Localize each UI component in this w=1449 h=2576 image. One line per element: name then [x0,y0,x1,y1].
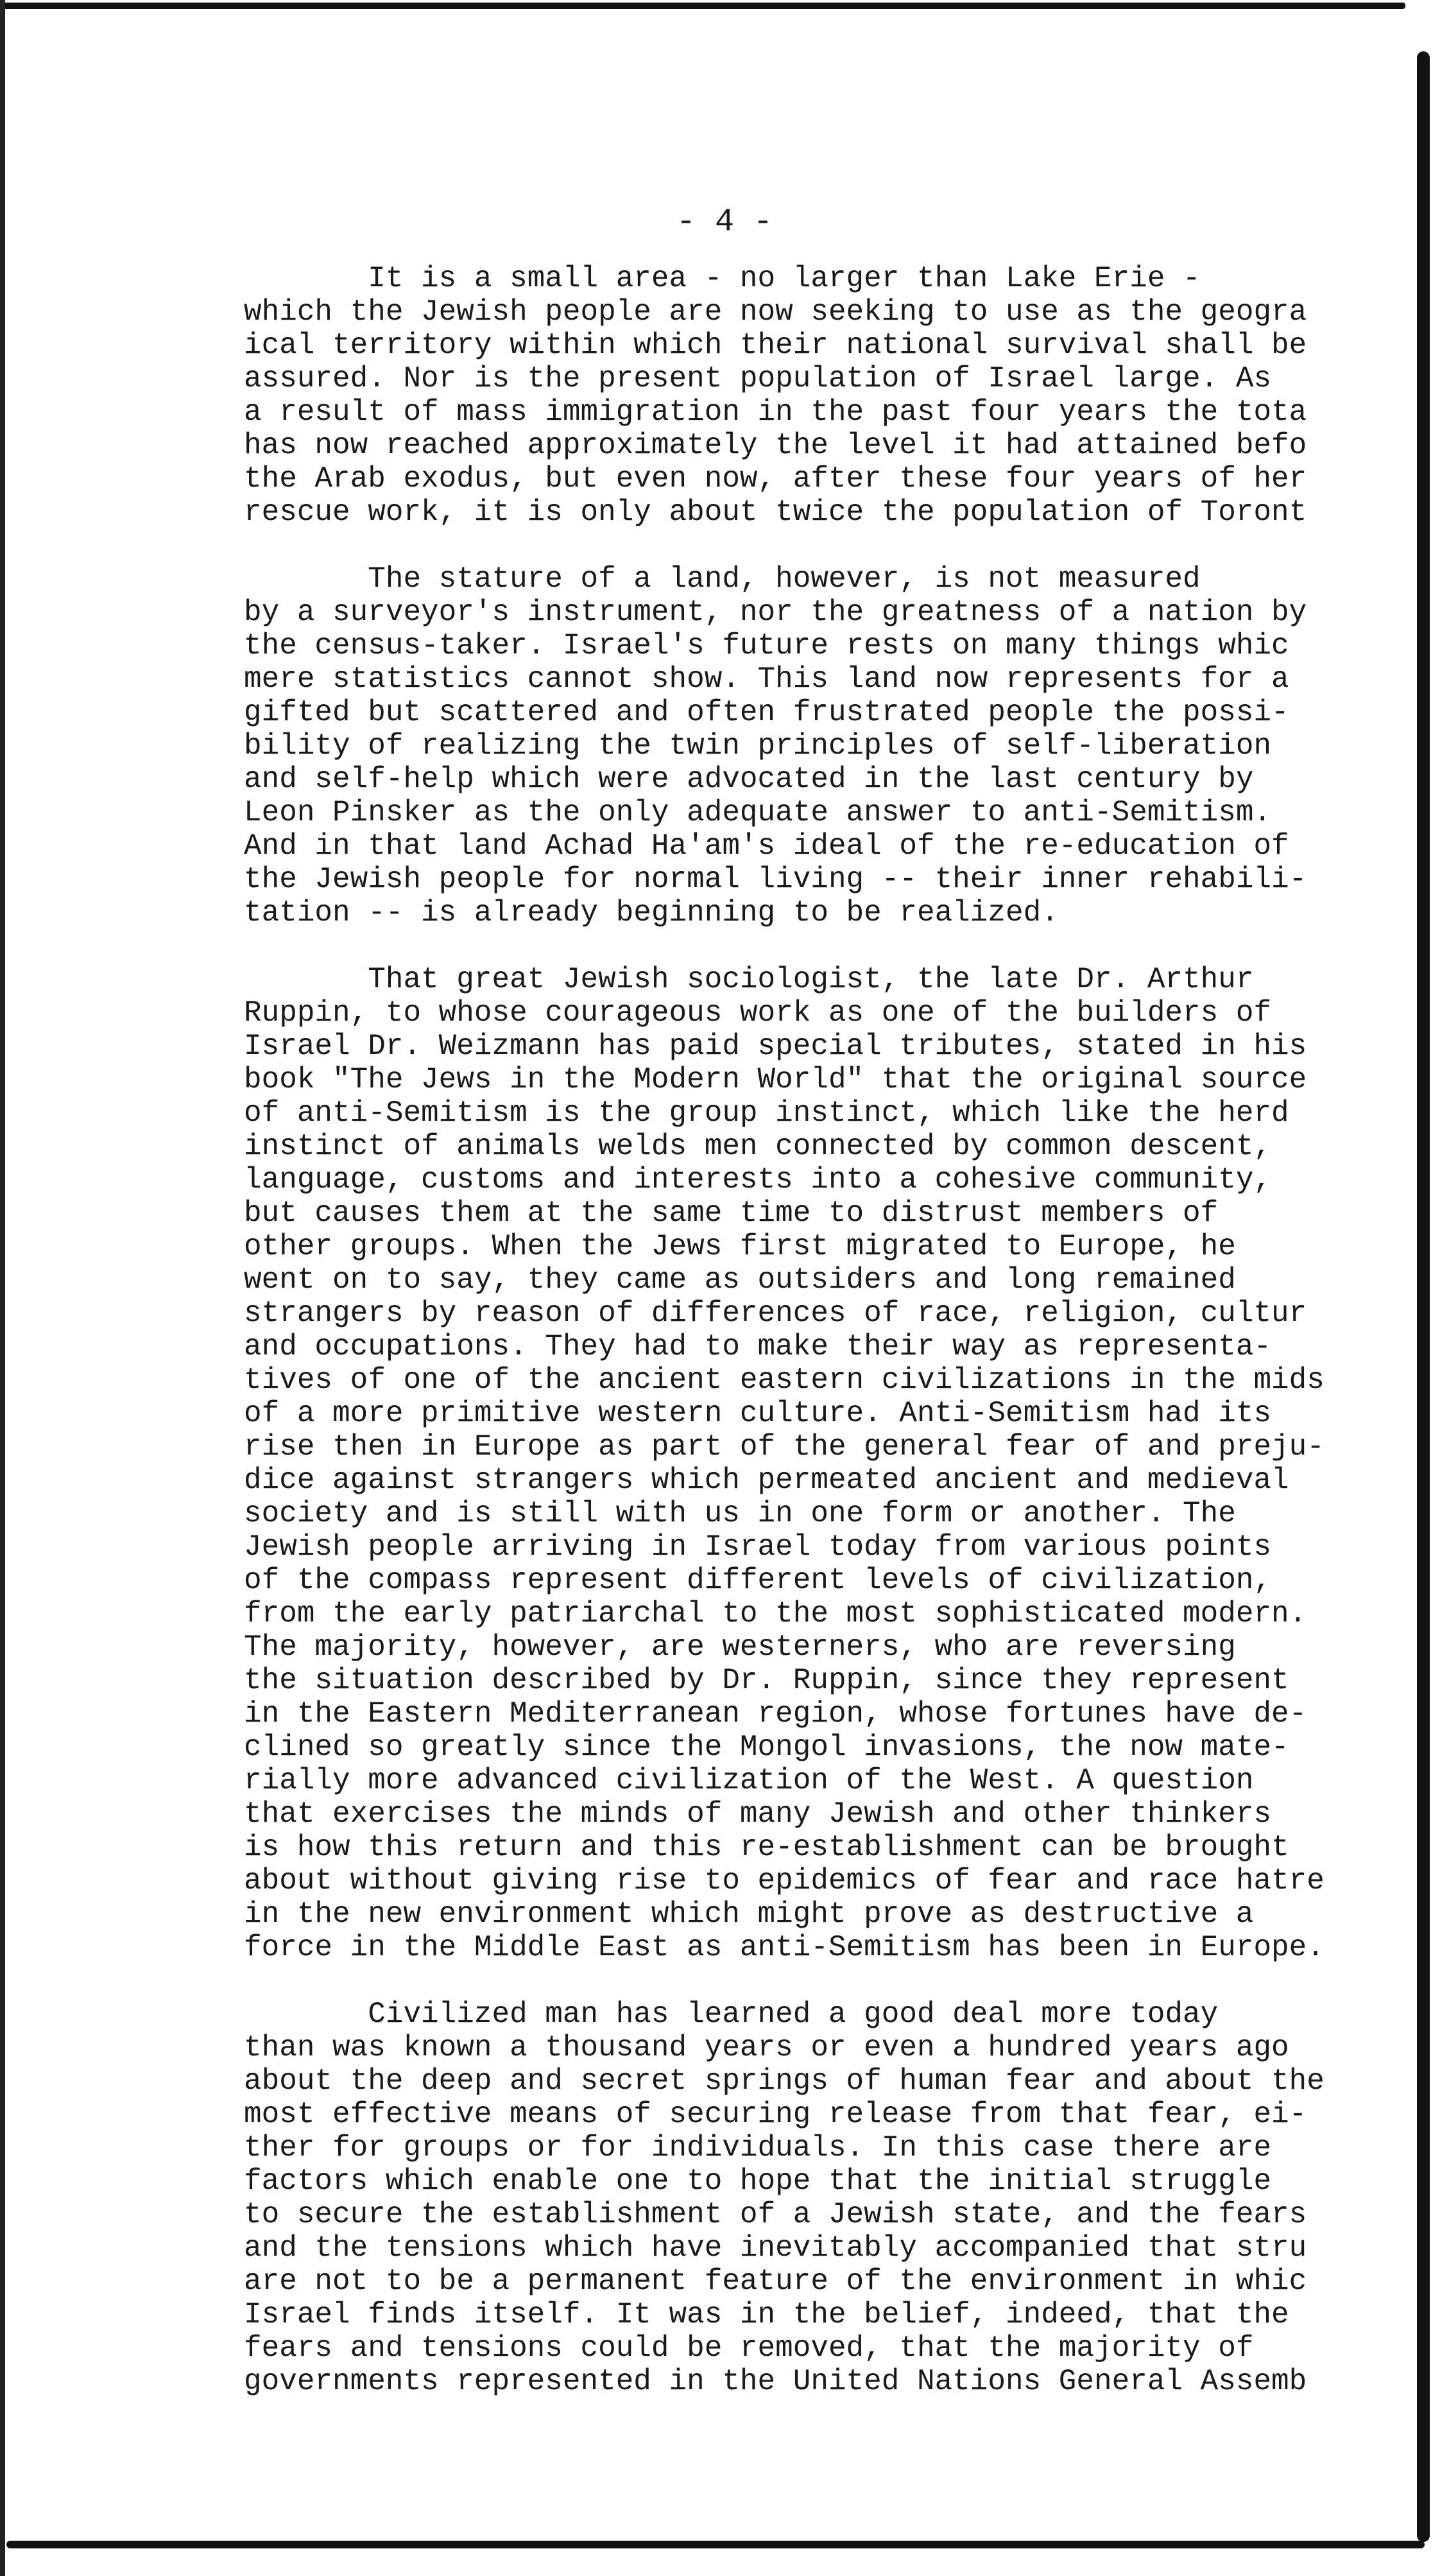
text-line: the Arab exodus, but even now, after these four years of her [244,462,1307,496]
text-line: of anti-Semitism is the group instinct, which like the herd [244,1096,1289,1130]
text-line: The majority, however, are westerners, who are reversing [244,1630,1236,1664]
text-line: Israel finds itself. It was in the belief, indeed, that the [244,2298,1289,2331]
text-line: the census-taker. Israel's future rests on many things whic [244,629,1289,662]
paragraph [244,1998,1418,2398]
text-line: the Jewish people for normal living -- their inner rehabili- [244,863,1307,896]
text-line: most effective means of securing release from that fear, ei- [244,2098,1307,2131]
paragraph [244,562,1418,929]
text-line: mere statistics cannot show. This land now represents for a [244,662,1289,696]
text-line: which the Jewish people are now seeking to use as the geogra [244,295,1307,329]
text-line: has now reached approximately the level it had attained befo [244,429,1307,462]
text-line: a result of mass immigration in the past four years the tota [244,395,1307,429]
text-line: Civilized man has learned a good deal more today [244,1998,1219,2031]
text-line: to secure the establishment of a Jewish state, and the fears [244,2198,1307,2231]
text-line: and the tensions which have inevitably accompanied that stru [244,2231,1307,2265]
text-line: the situation described by Dr. Ruppin, since they represent [244,1664,1289,1697]
text-line: society and is still with us in one form or another. The [244,1497,1236,1530]
text-line: Ruppin, to whose courageous work as one of the builders of [244,996,1272,1030]
text-line: went on to say, they came as outsiders and long remained [244,1263,1236,1297]
right-border [1417,51,1430,2542]
text-line: That great Jewish sociologist, the late Dr. Arthur [244,963,1254,996]
text-line: rescue work, it is only about twice the population of Toront [244,496,1307,529]
text-line: tives of one of the ancient eastern civilizations in the mids [244,1363,1325,1397]
body-text [244,262,1418,2432]
text-line: is how this return and this re-establishment can be brought [244,1831,1289,1864]
page-number: - 4 - [676,204,773,241]
text-line: force in the Middle East as anti-Semitism has been in Europe. [244,1931,1325,1964]
paragraph [244,963,1418,1964]
text-line: dice against strangers which permeated ancient and medieval [244,1464,1289,1497]
text-line: governments represented in the United Nations General Assemb [244,2365,1307,2398]
text-line: but causes them at the same time to distrust members of [244,1197,1219,1230]
text-line: ical territory within which their national survival shall be [244,329,1307,362]
paragraph [244,262,1418,529]
text-line: ther for groups or for individuals. In this case there are [244,2131,1272,2165]
left-border [0,0,5,2576]
text-line: and occupations. They had to make their way as representa- [244,1330,1272,1363]
text-line: The stature of a land, however, is not measured [244,562,1201,596]
text-line: of the compass represent different levels of civilization, [244,1564,1272,1597]
bottom-border [6,2541,1425,2548]
text-line: instinct of animals welds men connected by common descent, [244,1130,1272,1163]
text-line: in the Eastern Mediterranean region, whose fortunes have de- [244,1697,1307,1731]
text-line: rially more advanced civilization of the West. A question [244,1764,1254,1797]
text-line: Leon Pinsker as the only adequate answer to anti-Semitism. [244,796,1272,829]
text-line: And in that land Achad Ha'am's ideal of the re-education of [244,829,1289,863]
text-line: assured. Nor is the present population of Israel large. As [244,362,1272,395]
text-line: Israel Dr. Weizmann has paid special tributes, stated in his [244,1030,1307,1063]
text-line: factors which enable one to hope that the initial struggle [244,2165,1272,2198]
text-line: than was known a thousand years or even a hundred years ago [244,2031,1289,2064]
text-line: are not to be a permanent feature of the environment in whic [244,2265,1307,2298]
text-line: language, customs and interests into a cohesive community, [244,1163,1272,1197]
text-line: strangers by reason of differences of race, religion, cultur [244,1297,1307,1330]
text-line: about without giving rise to epidemics of fear and race hatre [244,1864,1325,1897]
text-line: book "The Jews in the Modern World" that the original source [244,1063,1307,1096]
text-line: and self-help which were advocated in the last century by [244,763,1254,796]
text-line: tation -- is already beginning to be realized. [244,896,1059,929]
text-line: rise then in Europe as part of the general fear of and preju- [244,1430,1325,1464]
text-line: from the early patriarchal to the most sophisticated modern. [244,1597,1307,1630]
text-line: about the deep and secret springs of human fear and about the [244,2064,1325,2098]
text-line: Jewish people arriving in Israel today from various points [244,1530,1272,1564]
text-line: It is a small area - no larger than Lake Erie - [244,262,1201,295]
text-line: by a surveyor's instrument, nor the greatness of a nation by [244,596,1307,629]
top-border [0,3,1405,9]
text-line: in the new environment which might prove as destructive a [244,1897,1254,1931]
text-line: gifted but scattered and often frustrated people the possi- [244,696,1289,729]
text-line: other groups. When the Jews first migrated to Europe, he [244,1230,1236,1263]
text-line: that exercises the minds of many Jewish and other thinkers [244,1797,1272,1831]
text-line: clined so greatly since the Mongol invasions, the now mate- [244,1731,1289,1764]
text-line: fears and tensions could be removed, that the majority of [244,2331,1254,2365]
text-line: of a more primitive western culture. Anti-Semitism had its [244,1397,1272,1430]
text-line: bility of realizing the twin principles of self-liberation [244,729,1272,763]
